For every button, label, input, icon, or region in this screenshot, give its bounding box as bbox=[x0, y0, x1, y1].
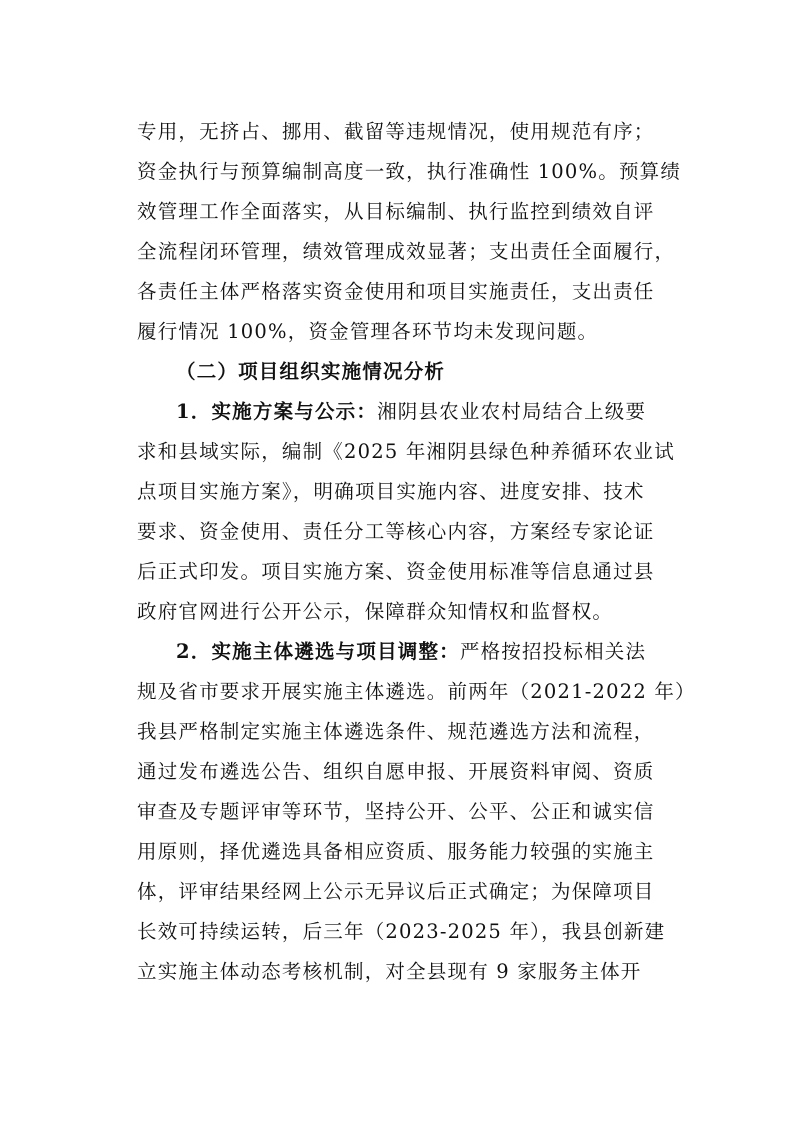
item-2-first-line bbox=[176, 632, 646, 672]
paragraph-line: 立实施主体动态考核机制，对全县现有 9 家服务主体开 bbox=[137, 960, 642, 983]
paragraph-line: 资金执行与预算编制高度一致，执行准确性 100%。预算绩 bbox=[137, 160, 682, 183]
paragraph-line: 要求、资金使用、责任分工等核心内容，方案经专家论证 bbox=[137, 520, 655, 543]
item-1-first-text: 湘阴县农业农村局结合上级要 bbox=[377, 400, 647, 423]
section-heading: （二）项目组织实施情况分析 bbox=[176, 360, 446, 383]
paragraph-line: 后正式印发。项目实施方案、资金使用标准等信息通过县 bbox=[137, 560, 655, 583]
paragraph-line: 点项目实施方案》，明确项目实施内容、进度安排、技术 bbox=[137, 480, 645, 503]
item-2-first-text: 严格按招投标相关法 bbox=[459, 640, 647, 663]
paragraph-line: 审查及专题评审等环节，坚持公开、公平、公正和诚实信 bbox=[137, 800, 655, 823]
item-2-label: 2．实施主体遴选与项目调整： bbox=[176, 640, 460, 663]
paragraph-line: 通过发布遴选公告、组织自愿申报、开展资料审阅、资质 bbox=[137, 760, 655, 783]
paragraph-line: 专用，无挤占、挪用、截留等违规情况，使用规范有序； bbox=[137, 120, 655, 143]
paragraph-line: 全流程闭环管理，绩效管理成效显著；支出责任全面履行， bbox=[137, 240, 676, 263]
paragraph-line: 长效可持续运转，后三年（2023-2025 年），我县创新建 bbox=[137, 920, 666, 943]
paragraph-line: 履行情况 100%，资金管理各环节均未发现问题。 bbox=[137, 320, 599, 343]
item-1-first-line bbox=[176, 392, 646, 432]
paragraph-line: 用原则，择优遴选具备相应资质、服务能力较强的实施主 bbox=[137, 840, 655, 863]
paragraph-line: 我县严格制定实施主体遴选条件、规范遴选方法和流程， bbox=[137, 720, 655, 743]
item-1-label: 1．实施方案与公示： bbox=[176, 400, 378, 423]
paragraph-line: 规及省市要求开展实施主体遴选。前两年（2021-2022 年） bbox=[137, 680, 696, 703]
paragraph-line: 政府官网进行公开公示，保障群众知情权和监督权。 bbox=[137, 600, 614, 623]
paragraph-line: 效管理工作全面落实，从目标编制、执行监控到绩效自评 bbox=[137, 200, 655, 223]
paragraph-line: 各责任主体严格落实资金使用和项目实施责任，支出责任 bbox=[137, 280, 655, 303]
paragraph-line: 求和县域实际，编制《2025 年湘阴县绿色种养循环农业试 bbox=[137, 440, 675, 463]
paragraph-line: 体，评审结果经网上公示无异议后正式确定；为保障项目 bbox=[137, 880, 655, 903]
